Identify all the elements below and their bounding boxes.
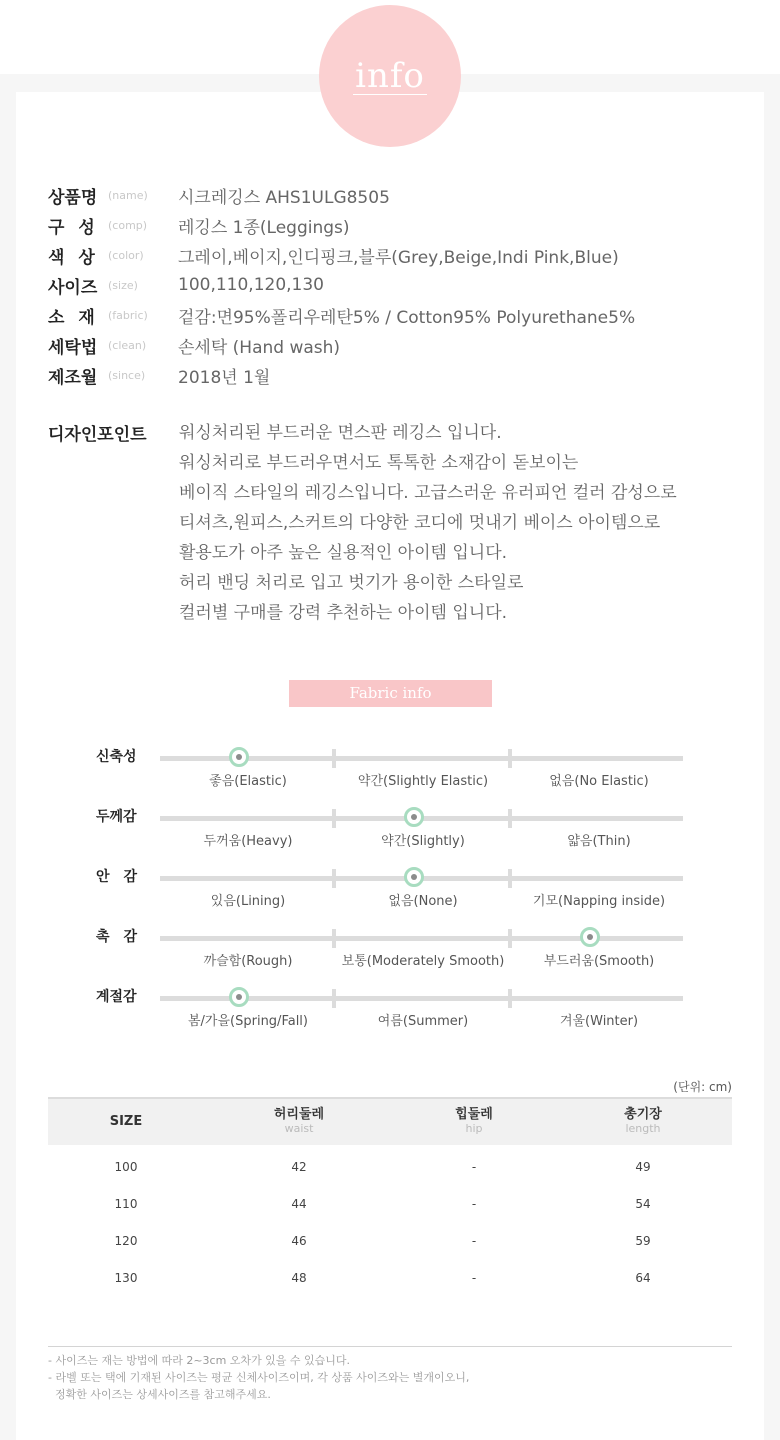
spec-value: 겉감:면95%폴리우레탄5% / Cotton95% Polyurethane5% <box>178 307 636 328</box>
scale-option: 약간(Slightly Elastic) <box>357 774 489 789</box>
header-label: 총기장 <box>624 1107 662 1122</box>
spec-row-color <box>48 240 635 270</box>
scale-option: 기모(Napping inside) <box>532 894 666 909</box>
scale-label: 신축성 <box>96 749 137 765</box>
design-line: 워싱처리로 부드러우면서도 톡톡한 소재감이 돋보이는 <box>179 453 579 473</box>
table-cell: - <box>471 1270 477 1285</box>
spec-sublabel: (clean) <box>108 338 147 352</box>
info-badge-text: info <box>355 55 425 96</box>
table-cell: 42 <box>291 1159 307 1174</box>
spec-sublabel: (comp) <box>108 218 148 232</box>
header-hip <box>394 1098 554 1145</box>
scale-tick <box>508 809 512 828</box>
spec-sublabel: (name) <box>108 188 148 202</box>
fabric-scale-thickness <box>96 806 696 849</box>
scale-option: 겨울(Winter) <box>559 1014 639 1029</box>
design-line: 컬러별 구매를 강력 추천하는 아이템 입니다. <box>179 603 508 623</box>
spec-label: 세탁법 <box>48 337 98 358</box>
table-cell: 46 <box>291 1233 307 1248</box>
scale-tick <box>508 989 512 1008</box>
spec-value: 레깅스 1종(Leggings) <box>178 217 350 238</box>
header-label: SIZE <box>109 1114 143 1129</box>
scale-tick <box>332 809 336 828</box>
spec-sublabel: (size) <box>108 278 138 292</box>
table-row <box>48 1222 732 1259</box>
table-cell: 44 <box>291 1196 307 1211</box>
header-sublabel: hip <box>465 1122 483 1135</box>
spec-label: 제조월 <box>48 367 98 388</box>
note-line: - 라벨 또는 택에 기재된 사이즈는 평균 신체사이즈이며, 각 상품 사이즈와는 별개이오니, <box>48 1371 470 1384</box>
table-row <box>48 1259 732 1296</box>
table-cell: 130 <box>114 1270 138 1285</box>
spec-row-comp <box>48 210 635 240</box>
divider <box>48 1346 732 1347</box>
scale-option: 없음(No Elastic) <box>549 774 649 789</box>
scale-marker <box>404 807 424 827</box>
scale-marker <box>580 927 600 947</box>
table-cell: 64 <box>635 1270 651 1285</box>
scale-label: 계절감 <box>96 989 137 1005</box>
header-label: 허리둘레 <box>273 1107 325 1122</box>
scale-tick <box>508 749 512 768</box>
table-cell: - <box>471 1233 477 1248</box>
scale-option: 봄/가을(Spring/Fall) <box>187 1014 308 1029</box>
spec-value: 손세탁 (Hand wash) <box>178 337 341 358</box>
header-sublabel: waist <box>284 1122 314 1135</box>
spec-label: 소재 <box>48 307 109 328</box>
design-line: 허리 밴딩 처리로 입고 벗기가 용이한 스타일로 <box>179 573 524 593</box>
spec-value: 시크레깅스 AHS1ULG8505 <box>178 187 390 208</box>
size-table-header <box>48 1098 732 1145</box>
scale-option: 얇음(Thin) <box>567 834 631 849</box>
scale-tick <box>332 749 336 768</box>
design-point-text <box>179 418 739 628</box>
fabric-scale-lining <box>96 866 696 909</box>
scale-option: 여름(Summer) <box>377 1014 469 1029</box>
spec-label: 상품명 <box>48 187 98 208</box>
scale-label: 두께감 <box>96 809 137 825</box>
scale-track <box>160 936 683 941</box>
spec-row-clean <box>48 330 635 360</box>
size-table <box>48 1097 732 1296</box>
table-row <box>48 1145 732 1185</box>
header-length <box>554 1098 732 1145</box>
table-cell: 48 <box>291 1270 307 1285</box>
spec-value: 2018년 1월 <box>178 367 271 388</box>
header-sublabel: length <box>625 1122 661 1135</box>
design-line: 티셔츠,원피스,스커트의 다양한 코디에 멋내기 베이스 아이템으로 <box>179 513 661 533</box>
spec-sublabel: (color) <box>108 248 144 262</box>
scale-tick <box>332 989 336 1008</box>
spec-label: 색상 <box>48 247 109 268</box>
table-cell: - <box>471 1196 477 1211</box>
spec-row-name <box>48 180 635 210</box>
scale-option: 약간(Slightly) <box>381 834 465 849</box>
unit-label: (단위: cm) <box>673 1080 732 1094</box>
spec-row-fabric <box>48 300 635 330</box>
scale-tick <box>508 869 512 888</box>
note-line: 정확한 사이즈는 상세사이즈를 참고해주세요. <box>48 1388 271 1401</box>
scale-option: 없음(None) <box>388 894 458 909</box>
table-cell: - <box>471 1159 477 1174</box>
scale-marker <box>229 747 249 767</box>
header-label: 힙둘레 <box>455 1107 493 1122</box>
scale-option: 보통(Moderately Smooth) <box>341 954 505 969</box>
spec-label: 사이즈 <box>48 277 98 298</box>
table-row <box>48 1185 732 1222</box>
scale-marker <box>404 867 424 887</box>
size-notes <box>48 1352 469 1403</box>
spec-value: 100,110,120,130 <box>178 275 325 295</box>
scale-label: 촉감 <box>96 929 152 945</box>
spec-sublabel: (fabric) <box>108 308 148 322</box>
fabric-scale-elasticity <box>96 746 696 789</box>
table-cell: 49 <box>635 1159 651 1174</box>
scale-label: 안감 <box>96 869 152 885</box>
scale-option: 까슬함(Rough) <box>203 954 293 969</box>
fabric-scale-season <box>96 986 696 1029</box>
table-cell: 110 <box>114 1196 138 1211</box>
spec-row-size <box>48 270 635 300</box>
scale-tick <box>508 929 512 948</box>
product-spec-list <box>48 180 635 390</box>
scale-option: 좋음(Elastic) <box>209 774 287 789</box>
spec-sublabel: (since) <box>108 368 146 382</box>
table-cell: 120 <box>114 1233 138 1248</box>
design-line: 워싱처리된 부드러운 면스판 레깅스 입니다. <box>179 423 502 443</box>
spec-row-since <box>48 360 635 390</box>
design-line: 베이직 스타일의 레깅스입니다. 고급스러운 유러피언 컬러 감성으로 <box>179 483 677 503</box>
scale-option: 있음(Lining) <box>210 894 286 909</box>
header-waist <box>204 1098 394 1145</box>
info-badge <box>319 5 461 147</box>
scale-marker <box>229 987 249 1007</box>
scale-option: 부드러움(Smooth) <box>543 954 655 969</box>
scale-option: 두꺼움(Heavy) <box>203 834 293 849</box>
spec-value: 그레이,베이지,인디핑크,블루(Grey,Beige,Indi Pink,Blue) <box>178 247 619 268</box>
header-size <box>48 1098 204 1145</box>
note-line: - 사이즈는 재는 방법에 따라 2~3cm 오차가 있을 수 있습니다. <box>48 1354 351 1367</box>
design-point-label: 디자인포인트 <box>48 425 147 445</box>
scale-tick <box>332 929 336 948</box>
scale-tick <box>332 869 336 888</box>
design-line: 활용도가 아주 높은 실용적인 아이템 입니다. <box>179 543 508 563</box>
table-cell: 54 <box>635 1196 651 1211</box>
table-cell: 59 <box>635 1233 651 1248</box>
fabric-scale-touch <box>96 926 696 969</box>
spec-label: 구성 <box>48 217 109 238</box>
table-cell: 100 <box>114 1159 138 1174</box>
fabric-info-title: Fabric info <box>289 680 492 707</box>
